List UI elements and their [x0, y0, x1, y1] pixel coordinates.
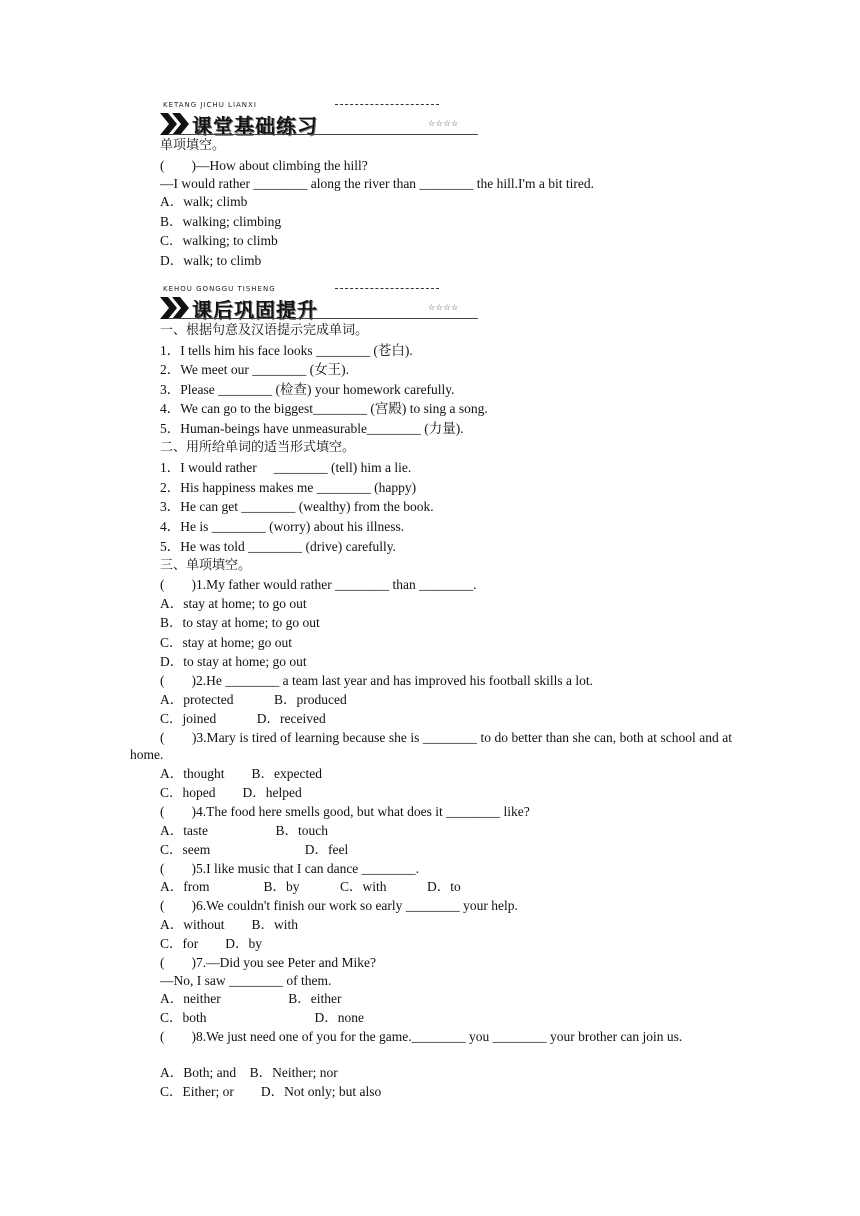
question-stem: ( )4.The food here smells good, but what does it ________ like?: [160, 804, 530, 819]
question-stem: ( )3.Mary is tired of learning because she is ________ to do better than she can, both at school and at home.: [130, 730, 732, 762]
section-banner-classroom-practice: [160, 101, 478, 137]
question-stem: ( )6.We couldn't finish our work so early ________ your help.: [160, 898, 518, 913]
section-banner-after-class: [160, 285, 478, 321]
exercise-item: 3．He can get ________ (wealthy) from the book.: [160, 499, 434, 514]
question-stem: —No, I saw ________ of them.: [160, 973, 332, 988]
question-stem: ( )1.My father would rather ________ than ________.: [160, 577, 477, 592]
exercise-item: 4．He is ________ (worry) about his illness.: [160, 519, 405, 534]
answer-option: C．hoped D．helped: [160, 785, 302, 800]
banner-dashes: [335, 104, 439, 105]
answer-option: A．without B．with: [160, 917, 299, 932]
answer-option: B．to stay at home; to go out: [160, 615, 320, 630]
exercise-item: 3．Please ________ (检查) your homework carefully.: [160, 382, 455, 397]
question-stem: ( )7.—Did you see Peter and Mike?: [160, 955, 376, 970]
answer-option: D．to stay at home; go out: [160, 654, 307, 669]
answer-option: A．stay at home; to go out: [160, 596, 307, 611]
question-stem: ( )—How about climbing the hill?: [160, 158, 368, 173]
answer-option: A．thought B．expected: [160, 766, 322, 781]
answer-option: A．protected B．produced: [160, 692, 347, 707]
exercise-item: 5．Human-beings have unmeasurable________ (力量).: [160, 421, 464, 436]
banner-title: 课堂基础练习: [192, 114, 318, 138]
question-stem: —I would rather ________ along the river than ________ the hill.I'm a bit tired.: [160, 176, 594, 191]
question-stem: ( )8.We just need one of you for the game.________ you ________ your brother can join us.: [160, 1029, 683, 1044]
answer-option: A．neither B．either: [160, 991, 342, 1006]
banner-title: 课后巩固提升: [192, 298, 318, 322]
answer-option: C．seem D．feel: [160, 842, 349, 857]
part-heading: 三、单项填空。: [160, 558, 252, 573]
exercise-item: 5．He was told ________ (drive) carefully.: [160, 539, 397, 554]
exercise-item: 1．I tells him his face looks ________ (苍白).: [160, 343, 413, 358]
answer-option: A．from B．by C．with D．to: [160, 879, 461, 894]
question-stem: ( )2.He ________ a team last year and has improved his football skills a lot.: [160, 673, 594, 688]
answer-option: A．walk; climb: [160, 194, 248, 209]
difficulty-stars: ☆☆☆☆: [428, 303, 459, 312]
exercise-item: 2．We meet our ________ (女王).: [160, 362, 349, 377]
answer-option: C．both D．none: [160, 1010, 364, 1025]
question-stem: ( )5.I like music that I can dance ________.: [160, 861, 420, 876]
answer-option: B．walking; climbing: [160, 214, 282, 229]
answer-option: C．joined D．received: [160, 711, 326, 726]
answer-option: D．walk; to climb: [160, 253, 262, 268]
part-heading: 一、根据句意及汉语提示完成单词。: [160, 323, 369, 338]
answer-option: C．stay at home; go out: [160, 635, 292, 650]
banner-dashes: [335, 288, 439, 289]
difficulty-stars: ☆☆☆☆: [428, 119, 459, 128]
exercise-item: 4．We can go to the biggest________ (宫殿) to sing a song.: [160, 401, 488, 416]
answer-option: A．taste B．touch: [160, 823, 328, 838]
banner-rule: [168, 134, 478, 135]
answer-option: C．for D．by: [160, 936, 262, 951]
banner-pinyin: KEHOU GONGGU TISHENG: [163, 285, 276, 293]
exercise-item: 2．His happiness makes me ________ (happy): [160, 480, 417, 495]
banner-rule: [168, 318, 478, 319]
banner-pinyin: KETANG JICHU LIANXI: [163, 101, 257, 109]
answer-option: A．Both; and B．Neither; nor: [160, 1065, 338, 1080]
answer-option: C．walking; to climb: [160, 233, 278, 248]
exercise-item: 1．I would rather ________ (tell) him a lie.: [160, 460, 412, 475]
answer-option: C．Either; or D．Not only; but also: [160, 1084, 382, 1099]
section1-heading: 单项填空。: [160, 138, 226, 153]
part-heading: 二、用所给单词的适当形式填空。: [160, 440, 356, 455]
